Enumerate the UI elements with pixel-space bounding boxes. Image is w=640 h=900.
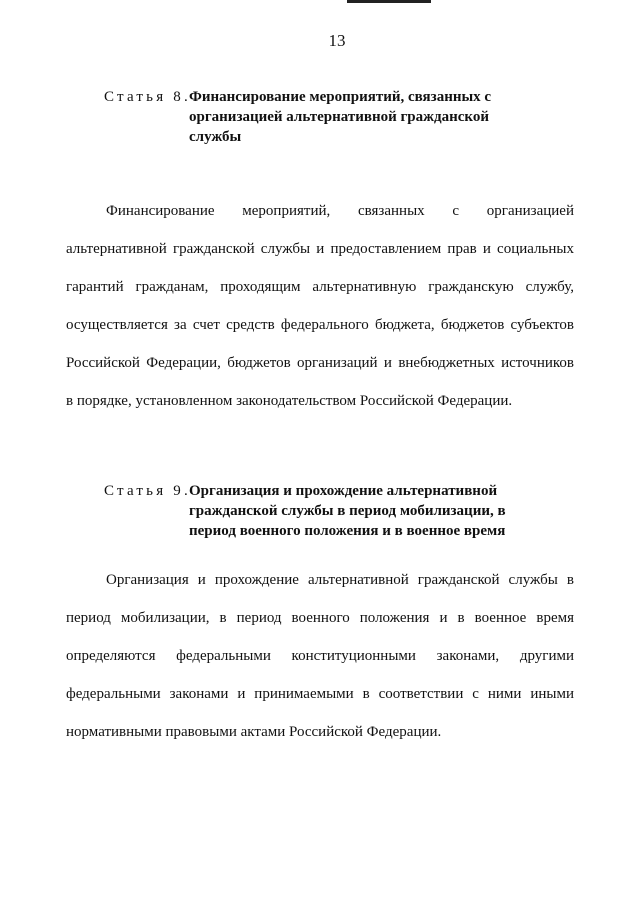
article-8-body-line: осуществляется за счет средств федерального бюджета, бюджетов субъектов — [66, 317, 574, 333]
article-9-body-line: нормативными правовыми актами Российской Федерации. — [66, 724, 442, 740]
article-8-body-line: Российской Федерации, бюджетов организаций и внебюджетных источников — [66, 355, 574, 371]
article-9-body-line: период мобилизации, в период военного положения и в военное время — [66, 610, 574, 626]
article-8-title-line: Финансирование мероприятий, связанных с — [189, 89, 492, 105]
article-9-body-line: определяются федеральными конституционными законами, другими — [66, 648, 574, 664]
article-8-body-line: Финансирование мероприятий, связанных с организацией — [106, 203, 574, 219]
article-9-body — [66, 561, 574, 751]
article-9-body-line: федеральными законами и принимаемыми в соответствии с ними иными — [66, 686, 574, 702]
article-9-label: Статья 9. — [104, 483, 191, 499]
article-8-body-line: в порядке, установленном законодательством Российской Федерации. — [66, 393, 513, 409]
page-number: 13 — [328, 31, 346, 50]
article-8-body-line: гарантий гражданам, проходящим альтернативную гражданскую службу, — [66, 279, 574, 295]
article-9-title-line: гражданской службы в период мобилизации, в — [189, 503, 506, 519]
top-edge-rule — [347, 0, 431, 3]
article-8-label: Статья 8. — [104, 89, 191, 105]
article-8-title — [189, 87, 534, 147]
article-9-title — [189, 481, 534, 541]
article-8-body — [66, 192, 574, 420]
article-8-title-line: организацией альтернативной гражданской — [189, 109, 489, 125]
article-9-title-line: период военного положения и в военное время — [189, 523, 506, 539]
article-8-body-line: альтернативной гражданской службы и предоставлением прав и социальных — [66, 241, 574, 257]
article-9-title-line: Организация и прохождение альтернативной — [189, 483, 498, 499]
article-8-title-line: службы — [189, 129, 242, 145]
article-9-body-line: Организация и прохождение альтернативной гражданской службы в — [106, 572, 574, 588]
